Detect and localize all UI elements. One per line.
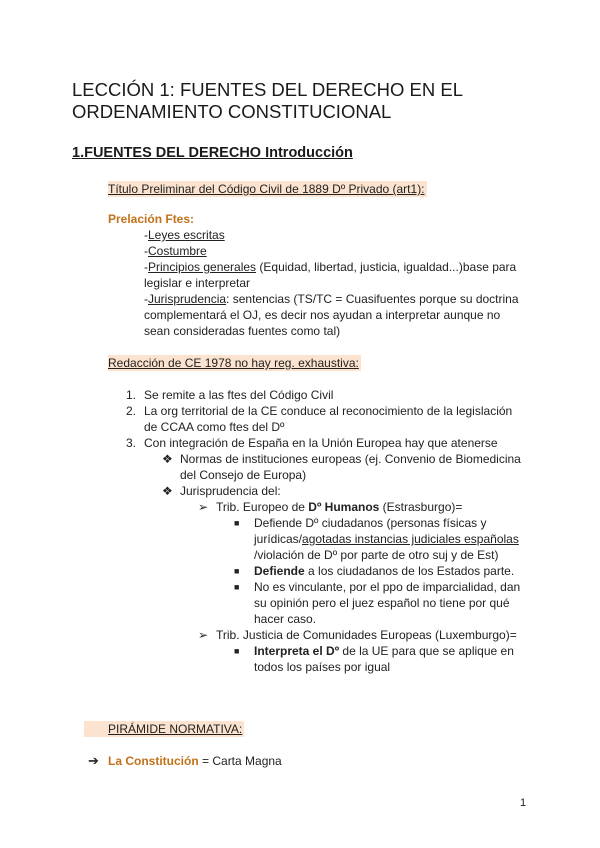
tribunal-justicia-ce: Trib. Justicia de Comunidades Europeas (Luxemburgo)= <box>216 628 517 642</box>
list-number-2: 2. <box>126 404 137 418</box>
bullet-no-vinculante-line3: hacer caso. <box>254 612 317 626</box>
sub-item-jurisprudencia: Jurisprudencia del: <box>180 484 281 498</box>
square-bullet-icon: ■ <box>234 566 240 576</box>
document-title-line2: ORDENAMIENTO CONSTITUCIONAL <box>72 101 392 122</box>
prelacion-heading: Prelación Ftes: <box>108 212 195 226</box>
document-title-line1: LECCIÓN 1: FUENTES DEL DERECHO EN EL <box>72 79 463 100</box>
piramide-heading: PIRÁMIDE NORMATIVA: <box>108 722 244 736</box>
arrow-bullet-icon: ➢ <box>198 628 209 642</box>
bullet-defiende-line1: Defiende Dº ciudadanos (personas físicas y <box>254 516 487 530</box>
prelacion-item-leyes: -Leyes escritas <box>144 228 225 242</box>
redaccion-heading: Redacción de CE 1978 no hay reg. exhaustiva: <box>108 356 359 370</box>
bullet-interpreta-line2: todos los países por igual <box>254 660 391 674</box>
sub-item-normas-line2: del Consejo de Europa) <box>180 468 307 482</box>
square-bullet-icon: ■ <box>234 518 240 528</box>
bullet-no-vinculante-line1: No es vinculante, por el ppo de imparcialidad, dan <box>254 580 521 594</box>
prelacion-principios-line2: legislar e interpretar <box>144 276 251 290</box>
sub-item-normas-line1: Normas de instituciones europeas (ej. Convenio de Biomedicina <box>180 452 521 466</box>
bullet-defiende-line2: jurídicas/agotadas instancias judiciales españolas <box>254 532 519 546</box>
square-bullet-icon: ■ <box>234 582 240 592</box>
square-bullet-icon: ■ <box>234 646 240 656</box>
constitucion-line: La Constitución = Carta Magna <box>108 754 282 768</box>
list-item-1: Se remite a las ftes del Código Civil <box>144 388 334 402</box>
list-number-1: 1. <box>126 388 137 402</box>
diamond-bullet-icon: ❖ <box>162 452 173 466</box>
page-number: 1 <box>520 797 527 809</box>
list-item-2-line1: La org territorial de la CE conduce al reconocimiento de la legislación <box>144 404 513 418</box>
prelacion-item-jurisprudencia: -Jurisprudencia: sentencias (TS/TC = Cuasifuentes porque su doctrina <box>144 292 519 306</box>
prelacion-item-principios: -Principios generales (Equidad, libertad, justicia, igualdad...)base para <box>144 260 517 274</box>
prelacion-item-costumbre: -Costumbre <box>144 244 207 258</box>
bullet-defiende-line3: /violación de Dº por parte de otro suj y de Est) <box>254 548 499 562</box>
list-item-2-line2: de CCAA como ftes del Dº <box>144 420 285 434</box>
section-heading-fuentes: 1.FUENTES DEL DERECHO Introducción <box>72 145 353 161</box>
list-number-3: 3. <box>126 436 137 450</box>
bullet-no-vinculante-line2: su opinión pero el juez español no tiene por qué <box>254 596 510 610</box>
titulo-preliminar-heading: Título Preliminar del Código Civil de 1889 Dº Privado (art1): <box>108 182 425 196</box>
bullet-defiende-ciudadanos: Defiende a los ciudadanos de los Estados parte. <box>254 564 515 578</box>
bullet-interpreta-line1: Interpreta el Dº de la UE para que se aplique en <box>254 644 514 658</box>
prelacion-juris-line3: sean consideradas fuentes como tal) <box>144 324 341 338</box>
list-item-3: Con integración de España en la Unión Europea hay que atenerse <box>144 436 498 450</box>
diamond-bullet-icon: ❖ <box>162 484 173 498</box>
arrow-bullet-icon: ➢ <box>198 500 209 514</box>
arrow-right-icon: ➔ <box>88 753 99 768</box>
prelacion-juris-line2: complementará el OJ, es decir nos ayudan a interpretar aunque no <box>144 308 501 322</box>
tribunal-europeo-ddhh: Trib. Europeo de Dº Humanos (Estrasburgo)= <box>216 500 463 514</box>
